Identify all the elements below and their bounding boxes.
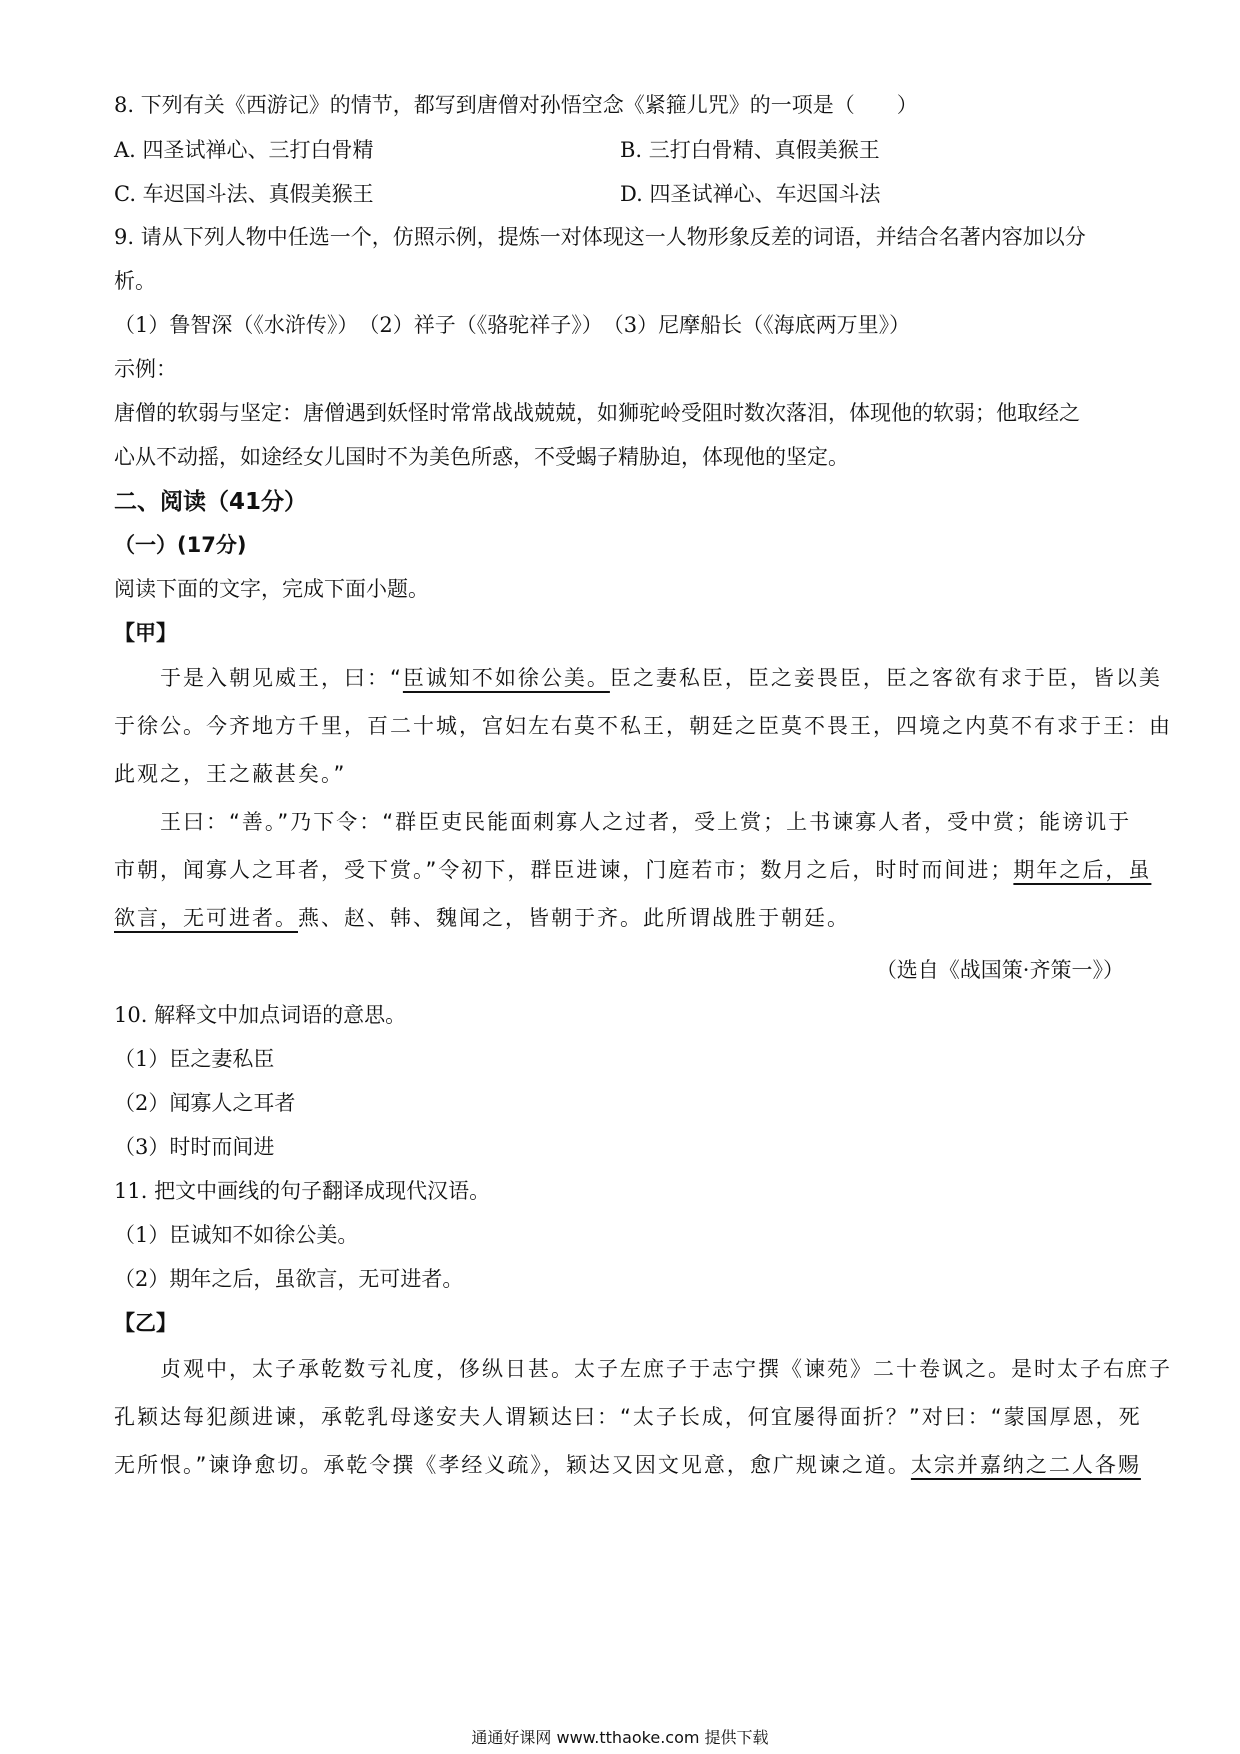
jia-p1-line1: 于是入朝见威王，曰：“臣诚知不如徐公美。臣之妻私臣，臣之妾畏臣，臣之客欲有求于臣，皆以美 — [160, 666, 1162, 690]
underlined-sentence-2b: 欲言，无可进者。 — [114, 906, 298, 930]
q9-example-line2: 心从不动摇，如途经女儿国时不为美色所惑，不受蝎子精胁迫，体现他的坚定。 — [114, 445, 849, 469]
q11-stem: 11. 把文中画线的句子翻译成现代汉语。 — [114, 1179, 491, 1203]
yi-line1: 贞观中，太子承乾数亏礼度，侈纵日甚。太子左庶子于志宁撰《谏苑》二十卷讽之。是时太子右庶子 — [160, 1357, 1172, 1381]
passage-yi-label: 【乙】 — [114, 1311, 177, 1335]
q11-item2: （2）期年之后，虽欲言，无可进者。 — [114, 1267, 464, 1291]
jia-p2-line1: 王曰：“善。”乃下令：“群臣吏民能面刺寡人之过者，受上赏；上书谏寡人者，受中赏；能谤讥于 — [160, 810, 1132, 834]
q9-example-label: 示例： — [114, 357, 177, 381]
q8-option-a: A. 四圣试禅心、三打白骨精 — [114, 138, 374, 162]
jia-p1-line3: 此观之，王之蔽甚矣。” — [114, 762, 347, 786]
underlined-sentence-3: 太宗并嘉纳之二人各赐 — [910, 1453, 1141, 1477]
reading-instruction: 阅读下面的文字，完成下面小题。 — [114, 577, 429, 601]
footer-watermark: 通通好课网 www.tthaoke.com 提供下载 — [471, 1728, 769, 1747]
q9-stem-line1: 9. 请从下列人物中任选一个，仿照示例，提炼一对体现这一人物形象反差的词语，并结合名著内容加以分 — [114, 225, 1086, 249]
q11-item1: （1）臣诚知不如徐公美。 — [114, 1223, 359, 1247]
underlined-sentence-1: 臣诚知不如徐公美。 — [402, 666, 610, 690]
jia-p1-line2: 于徐公。今齐地方千里，百二十城，宫妇左右莫不私王，朝廷之臣莫不畏王，四境之内莫不有求于王：由 — [114, 714, 1172, 738]
q10-stem: 10. 解释文中加点词语的意思。 — [114, 1003, 407, 1027]
q10-item3: （3）时时而间进 — [114, 1135, 275, 1159]
yi-line2: 孔颖达每犯颜进谏，承乾乳母遂安夫人谓颖达曰：“太子长成，何宜屡得面折？”对曰：“蒙国厚恩，死 — [114, 1405, 1142, 1429]
q10-item2: （2）闻寡人之耳者 — [114, 1091, 296, 1115]
underlined-sentence-2a: 期年之后，虽 — [1013, 858, 1152, 882]
q8-stem: 8. 下列有关《西游记》的情节，都写到唐僧对孙悟空念《紧箍儿咒》的一项是（ ） — [114, 93, 918, 117]
jia-p2-line3: 欲言，无可进者。燕、赵、韩、魏闻之，皆朝于齐。此所谓战胜于朝廷。 — [114, 906, 850, 930]
section-title: 二、阅读（41分） — [114, 489, 308, 515]
q8-option-c: C. 车迟国斗法、真假美猴王 — [114, 182, 374, 206]
passage-jia-label: 【甲】 — [114, 621, 177, 645]
q8-option-d: D. 四圣试禅心、车迟国斗法 — [620, 182, 881, 206]
q8-option-b: B. 三打白骨精、真假美猴王 — [620, 138, 880, 162]
q9-choices: （1）鲁智深（《水浒传》） （2）祥子（《骆驼祥子》） （3）尼摩船长（《海底两万里》） — [114, 313, 911, 337]
yi-line3: 无所恨。”谏诤愈切。承乾令撰《孝经义疏》，颖达又因文见意，愈广规谏之道。太宗并嘉纳之二人各赐 — [114, 1453, 1141, 1477]
q10-item1: （1）臣之妻私臣 — [114, 1047, 275, 1071]
q9-stem-line2: 析。 — [114, 269, 156, 293]
jia-p2-line2: 市朝，闻寡人之耳者，受下赏。”令初下，群臣进谏，门庭若市；数月之后，时时而间进；期年之后，虽 — [114, 858, 1152, 882]
section-subtitle: （一）(17分) — [114, 533, 247, 557]
q9-example-line1: 唐僧的软弱与坚定：唐僧遇到妖怪时常常战战兢兢，如狮驼岭受阻时数次落泪，体现他的软弱；他取经之 — [114, 401, 1080, 425]
jia-source: （选自《战国策·齐策一》） — [875, 958, 1124, 982]
